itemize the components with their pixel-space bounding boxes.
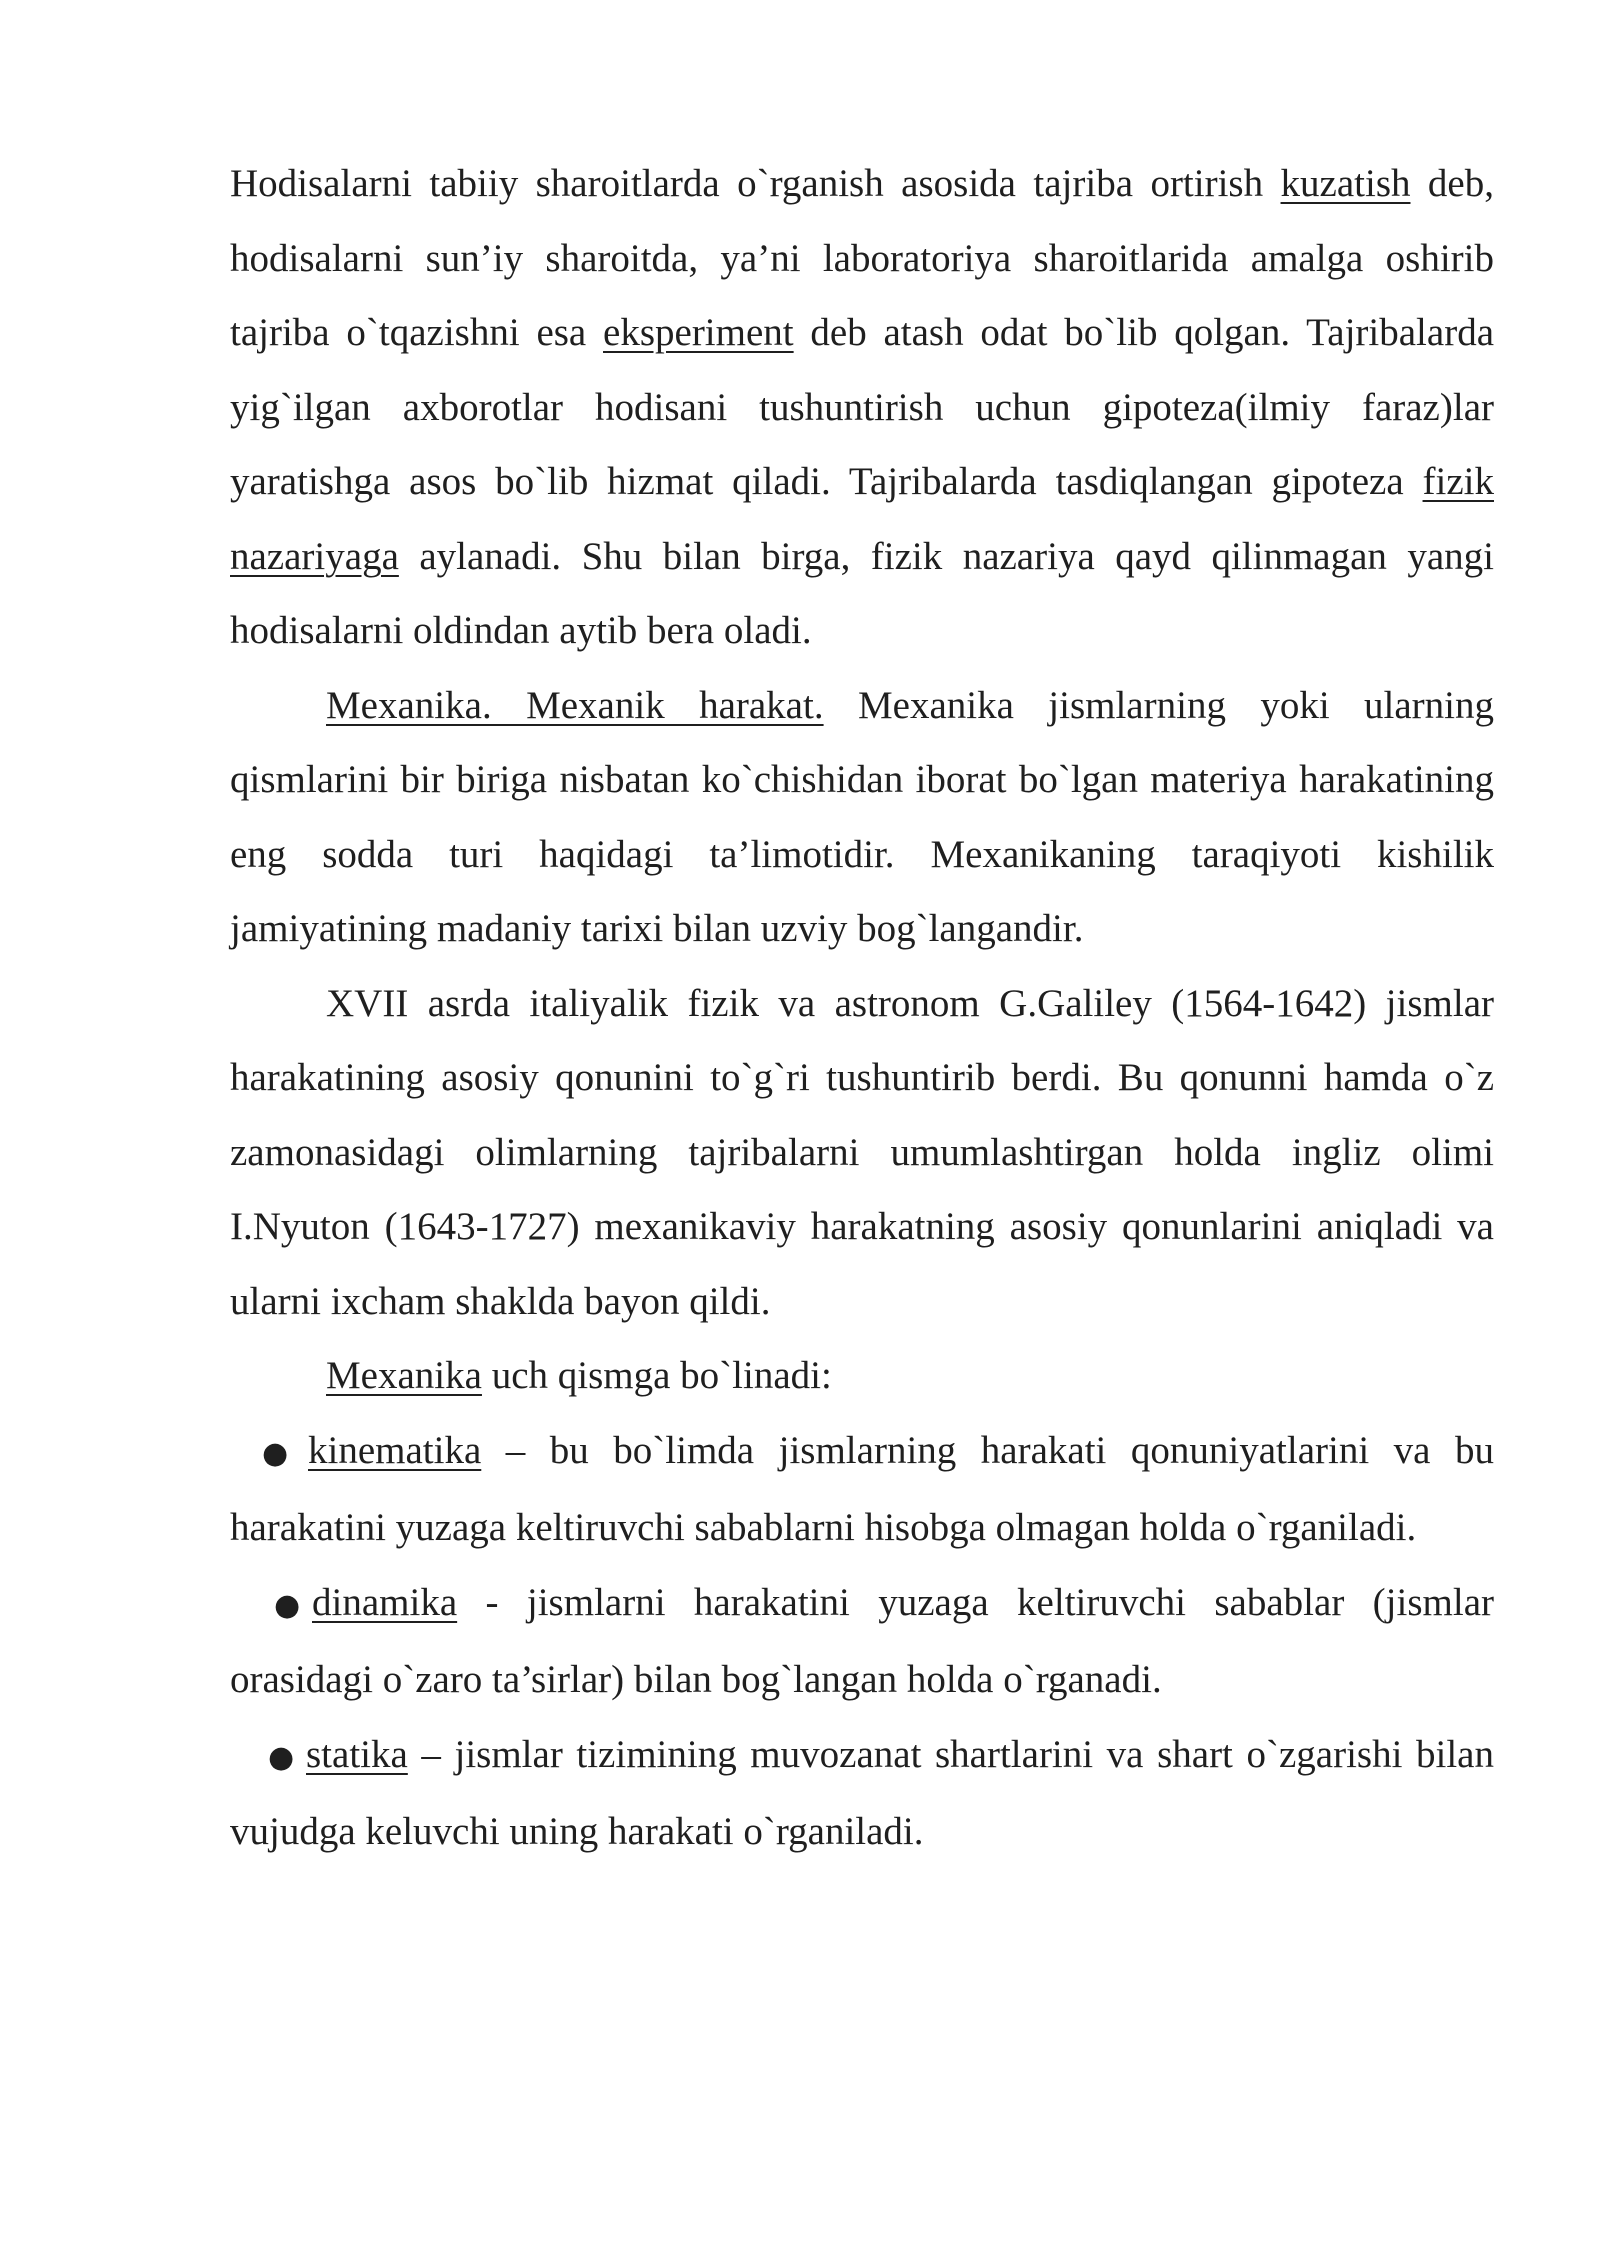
paragraph-text: deb, hodisalarni sun’iy sharoitda, ya’ni laboratoriya sharoitlarida amalga oshirib tajriba o`tqazishni esa	[230, 162, 1494, 354]
paragraph-text: aylanadi. Shu bilan birga, fizik nazariya qayd qilinmagan yangi hodisalarni oldindan aytib bera oladi.	[230, 534, 1494, 652]
paragraph-mechanics-definition	[230, 669, 1494, 967]
paragraph-mechanics-parts	[230, 1339, 1494, 1414]
list-item-text: – bu bo`limda jismlarning harakati qonuniyatlarini va bu harakatini yuzaga keltiruvchi sabablarni hisobga olmagan holda o`rganiladi.	[230, 1428, 1494, 1549]
term-eksperiment: eksperiment	[603, 311, 794, 354]
paragraph-text: Hodisalarni tabiiy sharoitlarda o`rganish asosida tajriba ortirish	[230, 162, 1281, 205]
section-heading-mexanika: Mexanika. Mexanik harakat.	[326, 683, 824, 727]
list-item-kinematika	[230, 1414, 1494, 1566]
term-statika: statika	[306, 1732, 408, 1776]
bullet-icon: ●	[262, 1435, 289, 1471]
paragraph-history	[230, 967, 1494, 1340]
document-page	[230, 147, 1494, 1870]
term-mexanika: Mexanika	[326, 1354, 482, 1397]
term-kuzatish: kuzatish	[1280, 162, 1411, 205]
paragraph-text: deb atash odat bo`lib qolgan. Tajribalarda yig`ilgan axborotlar hodisani tushuntirish uchun gipoteza(ilmiy faraz)lar yaratishga asos bo`lib hizmat qiladi. Tajribalarda tasdiqlangan gipoteza	[230, 311, 1494, 503]
paragraph-text: XVII asrda italiyalik fizik va astronom G.Galiley (1564-1642) jismlar harakatining asosiy qonunini to`g`ri tushuntirib berdi. Bu qonunni hamda o`z zamonasidagi olimlarning tajribalarni umumlashtirgan holda ingliz olimi I.Nyuton (1643-1727) mexanikaviy harakatning asosiy qonunlarini aniqladi va ularni ixcham shaklda bayon qildi.	[230, 981, 1494, 1323]
paragraph-text: uch qismga bo`linadi:	[481, 1354, 832, 1397]
term-dinamika: dinamika	[312, 1580, 458, 1624]
list-item-text: – jismlar tizimining muvozanat shartlarini va shart o`zgarishi bilan vujudga keluvchi uning harakati o`rganiladi.	[230, 1732, 1494, 1853]
term-fizik-nazariya: fizik nazariyaga	[230, 460, 1494, 578]
bullet-icon: ●	[274, 1587, 301, 1623]
paragraph-text: Mexanika jismlarning yoki ularning qismlarini bir biriga nisbatan ko`chishidan iborat bo`lgan materiya harakatining eng sodda turi haqidagi ta’limotidir. Mexanikaning taraqiyoti kishilik jamiyatining madaniy tarixi bilan uzviy bog`langandir.	[230, 683, 1494, 950]
list-item-dinamika	[230, 1566, 1494, 1718]
paragraph-observation-experiment	[230, 147, 1494, 669]
list-item-text: - jismlarni harakatini yuzaga keltiruvchi sabablar (jismlar orasidagi o`zaro ta’sirlar) bilan bog`langan holda o`rganadi.	[230, 1580, 1494, 1701]
term-kinematika: kinematika	[308, 1428, 482, 1472]
bullet-icon: ●	[268, 1739, 295, 1775]
list-item-statika	[230, 1718, 1494, 1870]
